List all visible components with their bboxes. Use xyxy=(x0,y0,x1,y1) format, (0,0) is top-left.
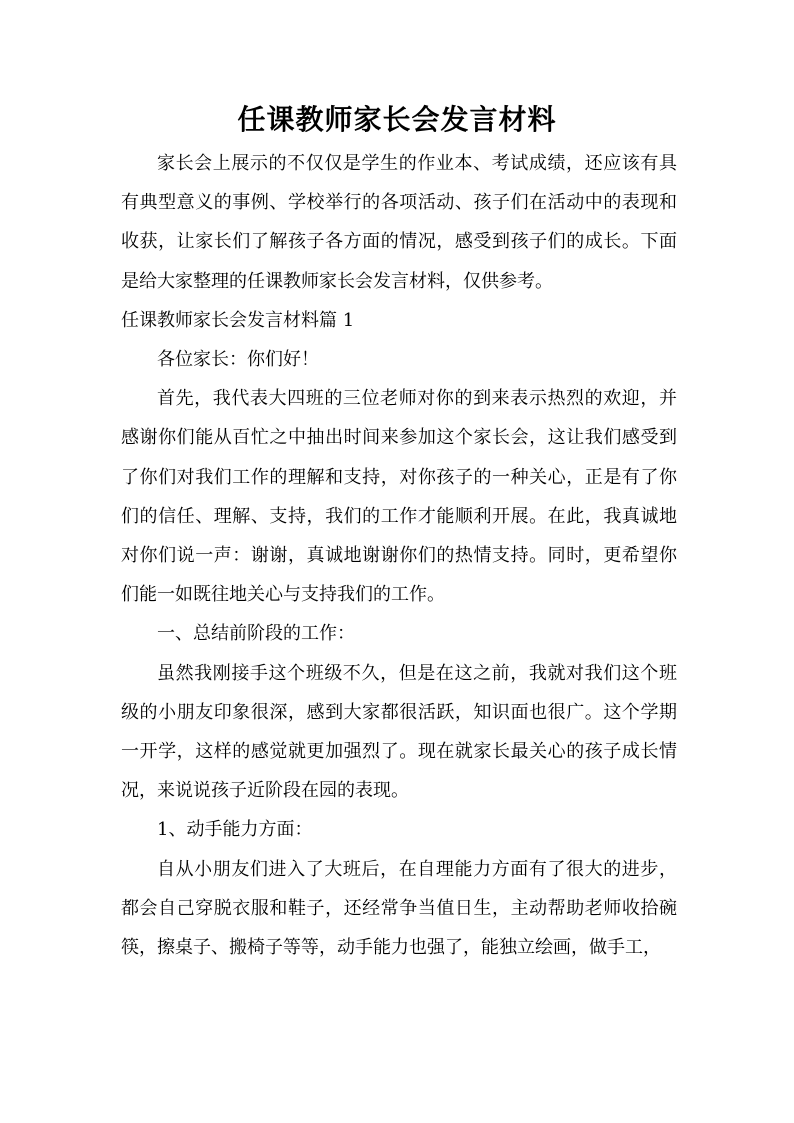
body-paragraph: 首先，我代表大四班的三位老师对你的到来表示热烈的欢迎，并感谢你们能从百忙之中抽出时间来参加这个家长会，这让我们感受到了你们对我们工作的理解和支持，对你孩子的一种关心，正是有了你们的信任、理解、支持，我们的工作才能顺利开展。在此，我真诚地对你们说一声：谢谢，真诚地谢谢你们的热情支持。同时，更希望你们能一如既往地关心与支持我们的工作。 xyxy=(121,388,677,606)
document-title: 任课教师家长会发言材料 xyxy=(237,103,557,136)
document-body xyxy=(121,144,677,967)
body-paragraph: 自从小朋友们进入了大班后，在自理能力方面有了很大的进步，都会自己穿脱衣服和鞋子，还经常争当值日生，主动帮助老师收拾碗筷，擦桌子、搬椅子等等，动手能力也强了，能独立绘画，做手工， xyxy=(121,858,677,959)
intro-paragraph: 家长会上展示的不仅仅是学生的作业本、考试成绩，还应该有具有典型意义的事例、学校举行的各项活动、孩子们在活动中的表现和收获，让家长们了解孩子各方面的情况，感受到孩子们的成长。下面是给大家整理的任课教师家长会发言材料，仅供参考。 xyxy=(121,153,677,292)
subsection-heading: 一、总结前阶段的工作： xyxy=(157,623,355,645)
body-paragraph: 虽然我刚接手这个班级不久，但是在这之前，我就对我们这个班级的小朋友印象很深，感到大家都很活跃，知识面也很广。这个学期一开学，这样的感觉就更加强烈了。现在就家长最关心的孩子成长情况，来说说孩子近阶段在园的表现。 xyxy=(121,662,677,802)
greeting-paragraph: 各位家长：你们好！ xyxy=(157,349,319,371)
subsection-heading: 1、动手能力方面： xyxy=(157,819,313,841)
section-heading: 任课教师家长会发言材料篇 1 xyxy=(121,309,355,331)
